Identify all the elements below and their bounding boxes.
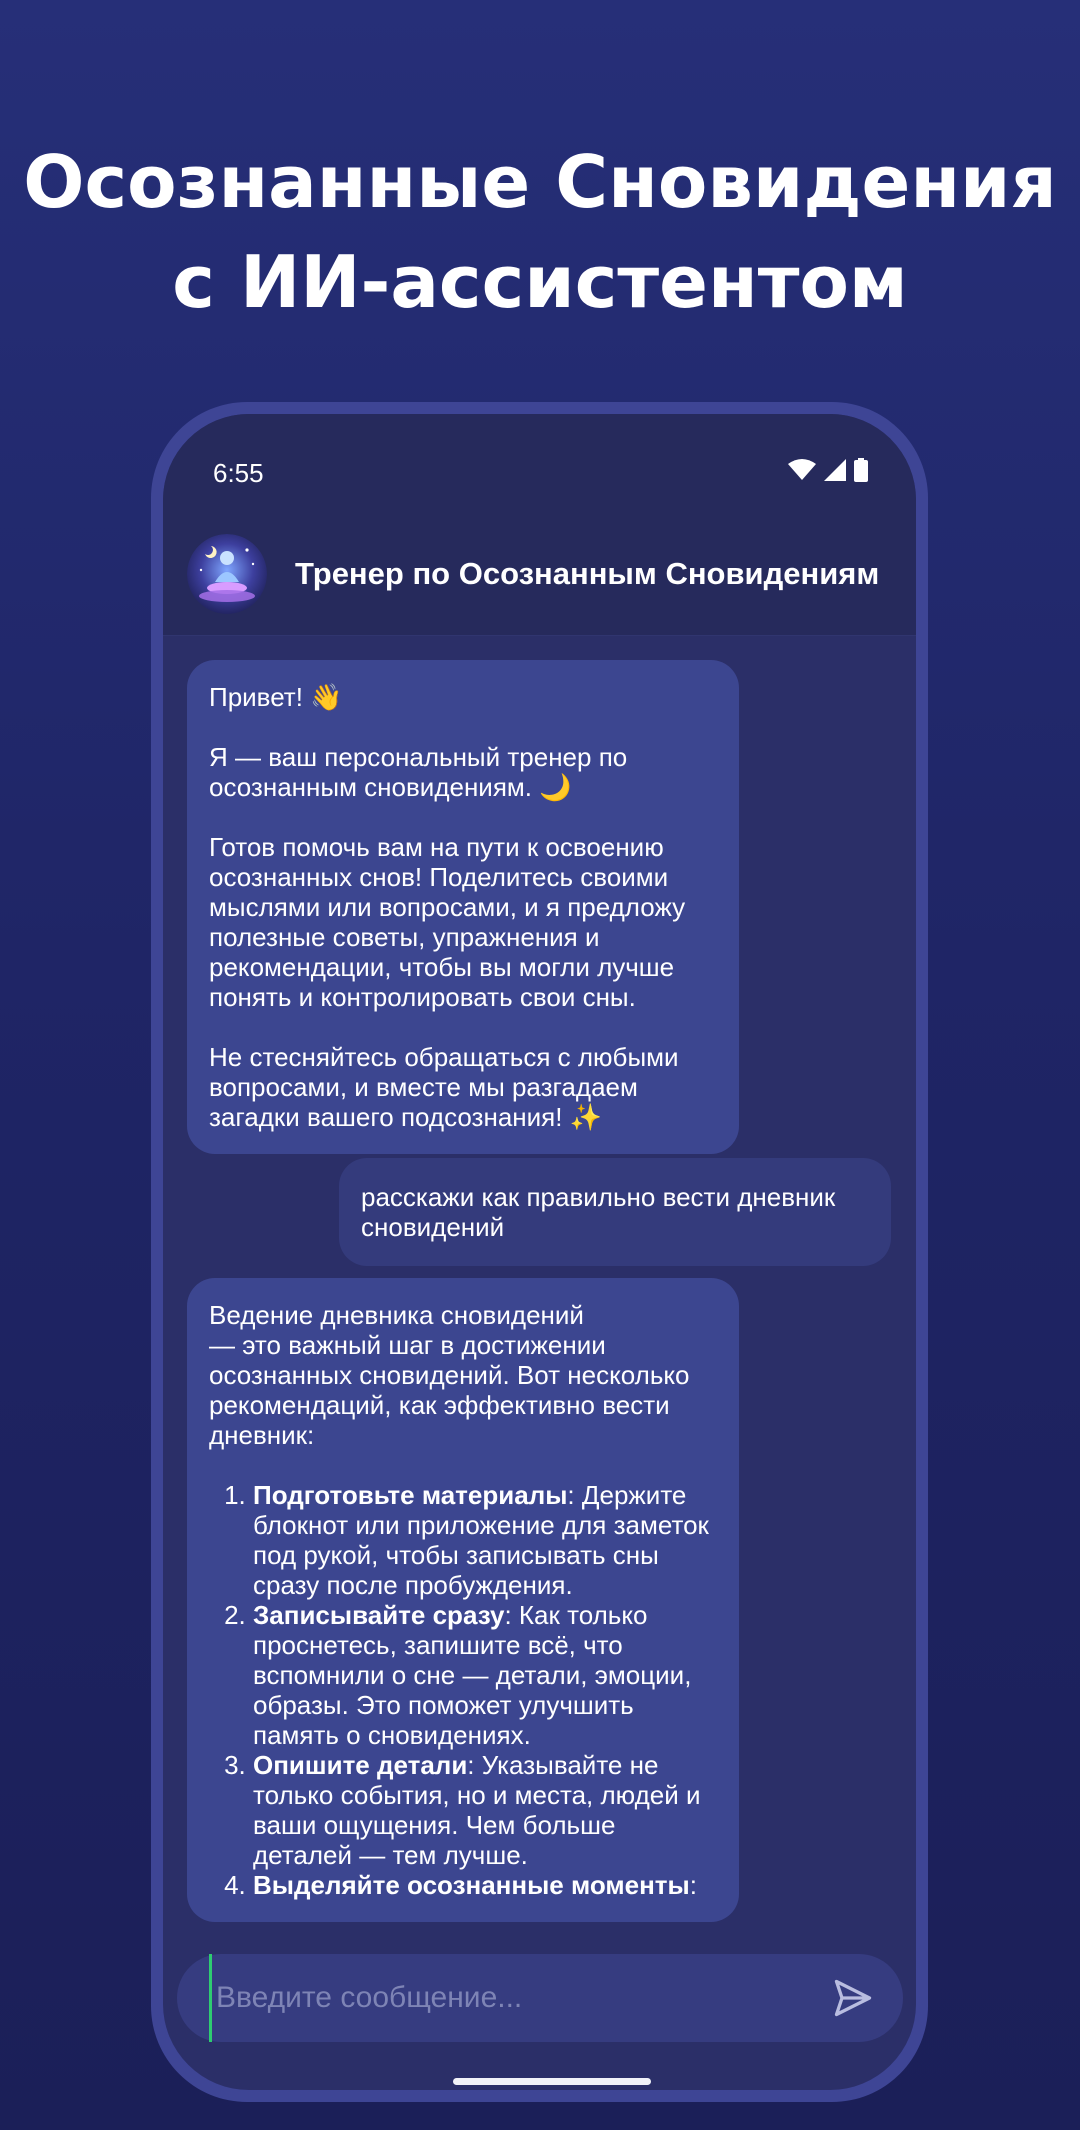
wifi-icon <box>788 459 816 486</box>
bot-message-diary <box>187 1278 739 1922</box>
phone-frame <box>151 402 928 2102</box>
phone-screen <box>163 414 916 2090</box>
list-item: 4. Выделяйте осознанные моменты: <box>253 1870 717 1900</box>
hero-title-line2: с ИИ-ассистентом <box>172 240 908 324</box>
message-input[interactable] <box>209 1954 789 2042</box>
status-bar <box>163 414 916 524</box>
hero-title <box>0 132 1080 332</box>
status-time: 6:55 <box>213 458 264 488</box>
status-icons <box>788 458 868 487</box>
list-item: 3. Опишите детали: Указывайте не только события, но и места, людей и ваши ощущения. Чем больше деталей — тем лучше. <box>253 1750 717 1870</box>
chat-title: Тренер по Осознанным Сновидениям <box>295 556 880 591</box>
hero-title-line1: Осознанные Сновидения <box>23 140 1057 224</box>
message-text: Готов помочь вам на пути к освоению осознанных снов! Поделитесь своими мыслями или вопросами, и я предложу полезные советы, упражнения и рекомендации, чтобы вы могли лучше понять и контролировать свои сны. <box>209 832 686 1012</box>
send-button[interactable] <box>827 1972 879 2024</box>
message-text: Ведение дневника сновидений — это важный шаг в достижении осознанных сновидений. Вот несколько рекомендаций, как эффективно вести дневник: <box>209 1300 690 1450</box>
recommendation-list <box>253 1480 717 1900</box>
user-message <box>339 1158 891 1266</box>
message-text: Привет! 👋 <box>209 682 343 712</box>
chat-messages[interactable] <box>163 636 916 1966</box>
list-item: 2. Записывайте сразу: Как только проснетесь, запишите всё, что вспомнили о сне — детали, эмоции, образы. Это поможет улучшить память о сновидениях. <box>253 1600 717 1750</box>
message-text: Не стесняйтесь обращаться с любыми вопросами, и вместе мы разгадаем загадки вашего подсознания! ✨ <box>209 1042 679 1132</box>
chat-header <box>163 524 916 636</box>
message-text: расскажи как правильно вести дневник сновидений <box>361 1182 836 1242</box>
list-item: 1. Подготовьте материалы: Держите блокнот или приложение для заметок под рукой, чтобы записывать сны сразу после пробуждения. <box>253 1480 717 1600</box>
bot-message-greeting <box>187 660 739 1154</box>
send-icon <box>831 1976 875 2020</box>
message-text: Я — ваш персональный тренер по осознанным сновидениям. 🌙 <box>209 742 628 802</box>
battery-icon <box>854 458 868 487</box>
meditation-avatar-icon[interactable] <box>187 534 267 614</box>
message-composer <box>177 1954 903 2042</box>
signal-icon <box>824 459 846 486</box>
home-indicator[interactable] <box>453 2078 651 2085</box>
